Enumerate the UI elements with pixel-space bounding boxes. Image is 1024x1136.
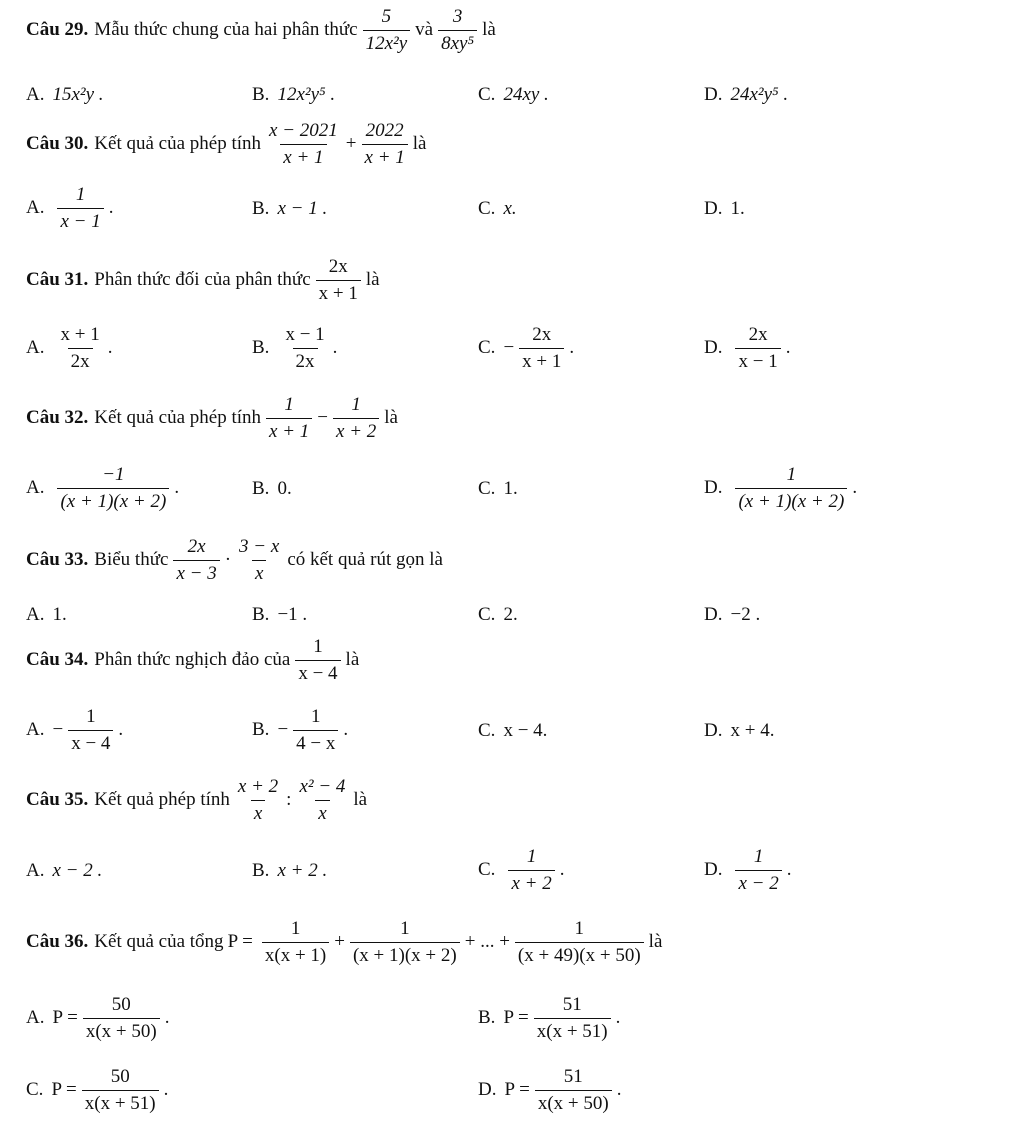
option-a[interactable] xyxy=(26,706,123,755)
answer-row-32 xyxy=(0,464,1024,524)
option-tail: . xyxy=(107,337,113,359)
option-b[interactable] xyxy=(252,84,335,106)
option-letter: C. xyxy=(478,84,496,105)
option-tail: . xyxy=(559,859,565,881)
option-letter: B. xyxy=(252,860,270,881)
question-text: Kết quả của phép tính xyxy=(94,133,262,155)
denominator: x xyxy=(252,560,266,585)
numerator: 1 xyxy=(284,394,294,415)
option-d[interactable] xyxy=(704,84,788,106)
numerator: 1 xyxy=(86,706,96,727)
question-30 xyxy=(26,120,427,169)
answer-row-30 xyxy=(0,184,1024,244)
answer-row-36a xyxy=(0,994,1024,1054)
question-text: Kết quả của phép tính xyxy=(94,407,262,429)
question-tail: là xyxy=(365,269,380,291)
answer-row-35 xyxy=(0,846,1024,906)
fraction xyxy=(173,536,219,585)
denominator: x xyxy=(315,800,329,825)
numerator: 1 xyxy=(313,636,323,657)
question-tail: là xyxy=(482,19,496,41)
option-letter: B. xyxy=(252,478,270,499)
question-29 xyxy=(26,6,496,55)
p-equals: P = xyxy=(227,931,253,953)
question-34 xyxy=(26,636,359,685)
fraction xyxy=(333,394,379,443)
question-32 xyxy=(26,394,398,443)
option-c[interactable] xyxy=(478,604,518,626)
fraction xyxy=(57,184,103,233)
denominator: x + 2 xyxy=(333,418,379,443)
question-number: Câu 31. xyxy=(26,269,89,291)
denominator: x(x + 51) xyxy=(82,1090,159,1115)
numerator: 2x xyxy=(748,324,768,345)
denominator: x + 1 xyxy=(362,144,408,169)
option-letter: D. xyxy=(478,1079,497,1101)
option-letter: B. xyxy=(252,337,270,359)
numerator: 1 xyxy=(290,918,301,939)
fraction xyxy=(68,706,113,755)
denominator: 12x²y xyxy=(363,30,411,55)
fraction xyxy=(535,1066,612,1115)
option-text: 1. xyxy=(52,604,67,625)
numerator: 2x xyxy=(187,536,206,557)
question-36 xyxy=(26,918,662,967)
denominator: x + 1 xyxy=(316,280,361,305)
sign: − xyxy=(503,337,515,359)
operator: + xyxy=(334,931,345,953)
operator: · xyxy=(224,549,232,571)
fraction xyxy=(235,776,281,825)
option-text: x + 4. xyxy=(730,720,775,741)
fraction xyxy=(293,706,338,755)
question-text: Mẫu thức chung của hai phân thức xyxy=(94,19,358,41)
question-number: Câu 34. xyxy=(26,649,89,671)
denominator: x + 1 xyxy=(519,348,564,373)
answer-row-34 xyxy=(0,706,1024,766)
option-text: 0. xyxy=(277,478,292,499)
fraction xyxy=(363,6,411,55)
denominator: x + 1 xyxy=(266,418,312,443)
option-b[interactable] xyxy=(252,706,348,755)
option-tail: . xyxy=(108,197,114,219)
question-number: Câu 32. xyxy=(26,407,89,429)
question-text: Kết quả phép tính xyxy=(94,789,230,811)
option-text: x − 2 . xyxy=(52,860,103,881)
option-letter: B. xyxy=(252,719,270,741)
option-tail: . xyxy=(174,477,180,499)
option-c[interactable] xyxy=(478,846,564,895)
option-text: 1. xyxy=(503,478,518,499)
option-b[interactable] xyxy=(252,604,307,626)
fraction xyxy=(266,120,341,169)
question-tail: là xyxy=(412,133,427,155)
question-tail: là xyxy=(648,931,663,953)
question-number: Câu 33. xyxy=(26,549,89,571)
option-text: x − 1 . xyxy=(277,198,328,219)
denominator: x(x + 1) xyxy=(262,942,329,967)
denominator: x − 1 xyxy=(57,208,103,233)
numerator: 1 xyxy=(311,706,321,727)
fraction xyxy=(57,464,169,513)
denominator: x xyxy=(251,800,265,825)
option-letter: D. xyxy=(704,477,723,499)
option-letter: D. xyxy=(704,720,723,741)
option-letter: C. xyxy=(478,478,496,499)
question-text: Phân thức nghịch đảo của xyxy=(94,649,291,671)
denominator: x + 1 xyxy=(280,144,326,169)
numerator: 1 xyxy=(526,846,537,867)
option-d[interactable] xyxy=(704,198,745,220)
numerator: 5 xyxy=(381,6,392,27)
option-tail: . xyxy=(569,337,575,359)
option-a[interactable] xyxy=(26,860,102,882)
option-text: −2 . xyxy=(730,604,761,625)
fraction xyxy=(83,994,160,1043)
option-d[interactable] xyxy=(704,324,790,373)
denominator: x − 4 xyxy=(295,660,340,685)
numerator: x² − 4 xyxy=(299,776,346,797)
fraction xyxy=(296,776,348,825)
operator: : xyxy=(286,789,292,811)
option-letter: B. xyxy=(478,1007,496,1029)
fraction xyxy=(735,846,781,895)
option-tail: . xyxy=(616,1079,622,1101)
option-text: x. xyxy=(503,198,517,219)
option-text: 24xy . xyxy=(503,84,549,105)
numerator: 3 xyxy=(452,6,463,27)
fraction xyxy=(57,324,102,373)
numerator: 2022 xyxy=(365,120,404,141)
option-tail: . xyxy=(164,1007,170,1029)
option-letter: D. xyxy=(704,337,723,359)
question-33 xyxy=(26,536,443,585)
option-b[interactable] xyxy=(478,994,620,1043)
fraction xyxy=(438,6,477,55)
conjunction: và xyxy=(415,19,434,41)
option-letter: D. xyxy=(704,198,723,219)
option-text: 24x²y⁵ . xyxy=(730,84,789,105)
fraction xyxy=(534,994,611,1043)
question-35 xyxy=(26,776,367,825)
option-letter: A. xyxy=(26,337,45,359)
option-letter: A. xyxy=(26,84,45,105)
numerator: 3 − x xyxy=(239,536,280,557)
option-a[interactable] xyxy=(26,324,112,373)
numerator: −1 xyxy=(102,464,125,485)
numerator: 50 xyxy=(110,1066,130,1087)
option-text: x + 2 . xyxy=(277,860,328,881)
option-a[interactable] xyxy=(26,464,179,513)
option-letter: B. xyxy=(252,198,270,219)
option-letter: D. xyxy=(704,604,723,625)
question-tail: có kết quả rút gọn là xyxy=(287,549,443,571)
option-c[interactable] xyxy=(478,720,547,742)
option-tail: . xyxy=(332,337,338,359)
p-equals: P = xyxy=(503,1007,529,1029)
option-letter: D. xyxy=(704,859,723,881)
option-letter: B. xyxy=(252,84,270,105)
fraction xyxy=(515,918,644,967)
denominator: (x + 49)(x + 50) xyxy=(515,942,644,967)
p-equals: P = xyxy=(504,1079,530,1101)
option-tail: . xyxy=(343,719,349,741)
option-b[interactable] xyxy=(252,478,292,500)
numerator: 2x xyxy=(532,324,552,345)
option-text: 1. xyxy=(730,198,745,219)
numerator: x + 2 xyxy=(237,776,279,797)
option-letter: A. xyxy=(26,860,45,881)
denominator: x − 3 xyxy=(173,560,219,585)
option-c[interactable] xyxy=(478,324,574,373)
option-b[interactable] xyxy=(252,324,337,373)
numerator: x + 1 xyxy=(60,324,100,345)
option-c[interactable] xyxy=(478,84,549,106)
fraction xyxy=(236,536,282,585)
denominator: 2x xyxy=(293,348,318,373)
option-c[interactable] xyxy=(26,1066,168,1115)
option-letter: D. xyxy=(704,84,723,105)
numerator: 50 xyxy=(111,994,131,1015)
p-equals: P = xyxy=(51,1079,77,1101)
denominator: 2x xyxy=(68,348,93,373)
numerator: 1 xyxy=(786,464,797,485)
option-letter: C. xyxy=(478,604,496,625)
numerator: 1 xyxy=(400,918,410,939)
option-letter: B. xyxy=(252,604,270,625)
fraction xyxy=(316,256,361,305)
option-tail: . xyxy=(615,1007,621,1029)
option-d[interactable] xyxy=(704,720,774,742)
numerator: x − 2021 xyxy=(269,120,338,141)
denominator: (x + 1)(x + 2) xyxy=(735,488,847,513)
numerator: 2x xyxy=(328,256,348,277)
option-d[interactable] xyxy=(478,1066,621,1115)
option-text: 15x²y . xyxy=(52,84,104,105)
operator: + xyxy=(345,133,357,155)
fraction xyxy=(362,120,408,169)
answer-row-31 xyxy=(0,324,1024,384)
numerator: 1 xyxy=(351,394,361,415)
answer-row-36b xyxy=(0,1066,1024,1126)
denominator: x − 2 xyxy=(735,870,781,895)
option-letter: A. xyxy=(26,719,45,741)
numerator: 1 xyxy=(753,846,764,867)
denominator: x(x + 50) xyxy=(83,1018,160,1043)
option-tail: . xyxy=(786,859,792,881)
fraction xyxy=(735,464,847,513)
denominator: x − 1 xyxy=(735,348,780,373)
option-b[interactable] xyxy=(252,198,327,220)
option-a[interactable] xyxy=(26,604,67,626)
sign: − xyxy=(277,719,289,741)
option-letter: C. xyxy=(478,337,496,359)
option-tail: . xyxy=(118,719,124,741)
fraction xyxy=(82,1066,159,1115)
option-letter: A. xyxy=(26,197,45,219)
option-c[interactable] xyxy=(478,478,518,500)
option-tail: . xyxy=(163,1079,169,1101)
question-31 xyxy=(26,256,380,305)
question-number: Câu 36. xyxy=(26,931,89,953)
denominator: x(x + 51) xyxy=(534,1018,611,1043)
denominator: (x + 1)(x + 2) xyxy=(350,942,460,967)
question-tail: là xyxy=(384,407,398,429)
question-text: Phân thức đối của phân thức xyxy=(94,269,311,291)
question-tail: là xyxy=(353,789,368,811)
denominator: 8xy⁵ xyxy=(438,30,477,55)
question-text: Biểu thức xyxy=(94,549,169,571)
denominator: x + 2 xyxy=(508,870,554,895)
denominator: 4 − x xyxy=(293,730,338,755)
fraction xyxy=(295,636,340,685)
option-d[interactable] xyxy=(704,464,857,513)
option-letter: C. xyxy=(478,720,496,741)
option-d[interactable] xyxy=(704,846,792,895)
option-tail: . xyxy=(785,337,791,359)
option-c[interactable] xyxy=(478,198,517,220)
question-text: Kết quả của tổng xyxy=(94,931,224,953)
option-text: −1 . xyxy=(277,604,308,625)
operator: − xyxy=(317,407,329,429)
option-tail: . xyxy=(852,477,858,499)
fraction xyxy=(266,394,312,443)
question-number: Câu 30. xyxy=(26,133,89,155)
option-text: 2. xyxy=(503,604,518,625)
option-a[interactable] xyxy=(26,84,104,106)
option-letter: C. xyxy=(26,1079,44,1101)
fraction xyxy=(282,324,327,373)
p-equals: P = xyxy=(52,1007,78,1029)
option-letter: C. xyxy=(478,198,496,219)
sign: − xyxy=(52,719,64,741)
numerator: 51 xyxy=(562,994,582,1015)
numerator: 1 xyxy=(75,184,86,205)
option-letter: A. xyxy=(26,604,45,625)
numerator: 51 xyxy=(563,1066,583,1087)
fraction xyxy=(508,846,554,895)
fraction xyxy=(735,324,780,373)
option-letter: C. xyxy=(478,859,496,881)
option-d[interactable] xyxy=(704,604,760,626)
ellipsis-operator: + ... + xyxy=(464,931,510,953)
question-number: Câu 29. xyxy=(26,19,89,41)
fraction xyxy=(350,918,460,967)
option-text: x − 4. xyxy=(503,720,548,741)
fraction xyxy=(262,918,329,967)
numerator: 1 xyxy=(574,918,585,939)
denominator: x − 4 xyxy=(68,730,113,755)
fraction xyxy=(519,324,564,373)
numerator: x − 1 xyxy=(285,324,325,345)
option-a[interactable] xyxy=(26,994,169,1043)
option-letter: A. xyxy=(26,1007,45,1029)
option-letter: A. xyxy=(26,477,45,499)
option-b[interactable] xyxy=(252,860,327,882)
option-text: 12x²y⁵ . xyxy=(277,84,336,105)
denominator: (x + 1)(x + 2) xyxy=(57,488,169,513)
option-a[interactable] xyxy=(26,184,114,233)
denominator: x(x + 50) xyxy=(535,1090,612,1115)
question-tail: là xyxy=(345,649,360,671)
question-number: Câu 35. xyxy=(26,789,89,811)
